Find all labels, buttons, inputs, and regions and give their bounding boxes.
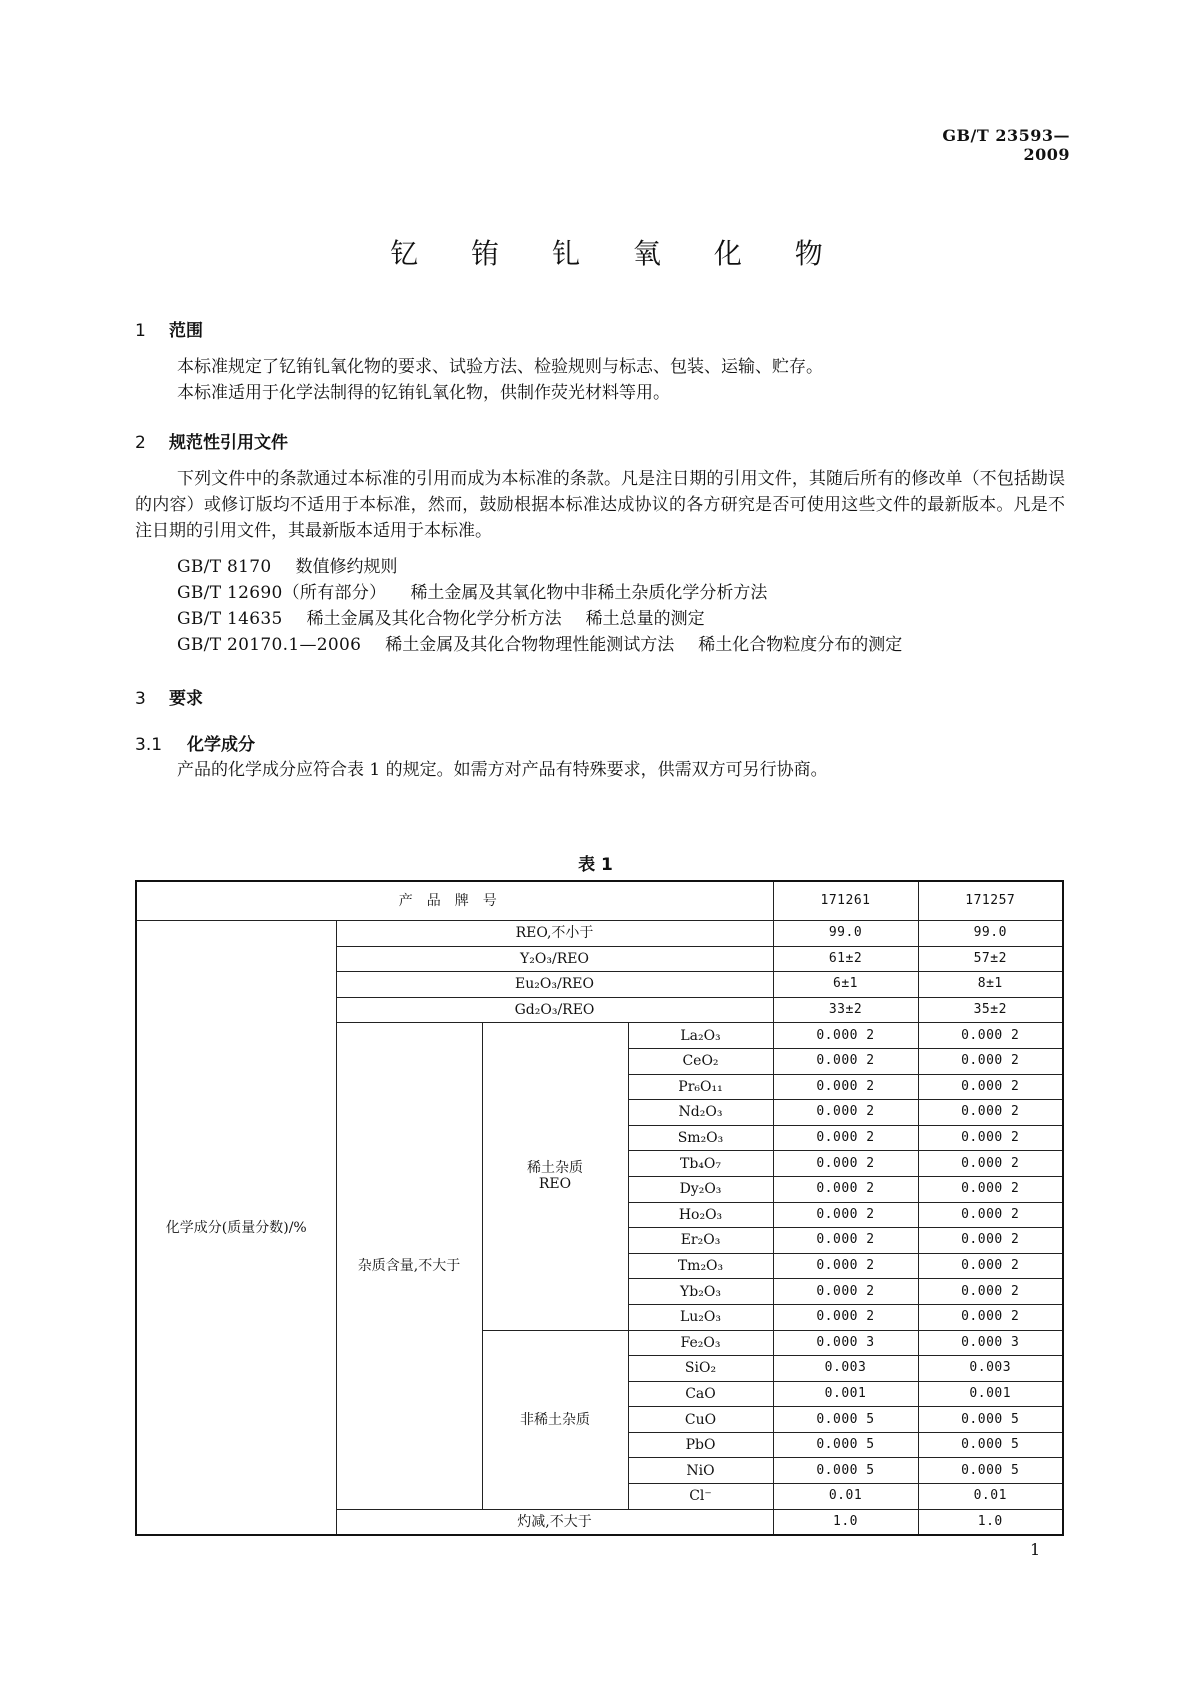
cell-value: 0.000 2 [918, 1253, 1063, 1279]
reference-code: GB/T 14635 [177, 609, 283, 629]
cell-value: 57±2 [918, 946, 1063, 972]
impurity-name: NiO [628, 1458, 773, 1484]
reference-code: GB/T 12690（所有部分） [177, 583, 387, 603]
impurity-name: Ho₂O₃ [628, 1202, 773, 1228]
reference-code: GB/T 8170 [177, 557, 272, 577]
reference-subtitle: 稀土化合物粒度分布的测定 [698, 635, 903, 655]
cell-value: 0.003 [773, 1356, 918, 1382]
reference-item [177, 632, 902, 658]
impurity-name: Yb₂O₃ [628, 1279, 773, 1305]
cell-value: 0.01 [773, 1484, 918, 1510]
cell-value: 0.000 2 [918, 1125, 1063, 1151]
impurity-name: CeO₂ [628, 1048, 773, 1074]
table-row [136, 921, 1063, 947]
cell-value: 99.0 [773, 921, 918, 947]
cell-value: 0.000 5 [773, 1458, 918, 1484]
cell-value: 99.0 [918, 921, 1063, 947]
cell-value: 0.000 2 [918, 1023, 1063, 1049]
reference-item [177, 554, 398, 580]
cell-value: 0.000 2 [773, 1100, 918, 1126]
cell-value: 0.001 [773, 1381, 918, 1407]
cell-value: 0.000 5 [918, 1407, 1063, 1433]
section-2-para: 下列文件中的条款通过本标准的引用而成为本标准的条款。凡是注日期的引用文件，其随后所有的修改单（不包括勘误的内容）或修订版均不适用于本标准，然而，鼓励根据本标准达成协议的各方研究是否可使用这些文件的最新版本。凡是不注日期的引用文件，其最新版本适用于本标准。 [135, 469, 1065, 541]
section-3-1-para: 产品的化学成分应符合表 1 的规定。如需方对产品有特殊要求，供需双方可另行协商。 [177, 760, 828, 780]
group-label: 化学成分(质量分数)/% [136, 921, 336, 1536]
cell-value: 0.000 2 [918, 1202, 1063, 1228]
section-title: 要求 [169, 689, 203, 709]
cell-value: 61±2 [773, 946, 918, 972]
cell-value: 0.000 2 [918, 1048, 1063, 1074]
impurity-name: SiO₂ [628, 1356, 773, 1382]
impurity-name: Pr₆O₁₁ [628, 1074, 773, 1100]
cell-value: 0.000 2 [773, 1151, 918, 1177]
cell-value: 0.000 2 [773, 1023, 918, 1049]
row-label: REO,不小于 [336, 921, 773, 947]
reference-title: 稀土金属及其化合物化学分析方法 [306, 609, 562, 629]
cell-value: 0.000 3 [918, 1330, 1063, 1356]
cell-value: 0.01 [918, 1484, 1063, 1510]
document-title: 钇 铕 钆 氧 化 物 [390, 237, 845, 270]
standard-number: GB/T 23593—2009 [942, 126, 1070, 164]
re-impurity-label-line-2: REO [538, 1176, 572, 1193]
cell-value: 0.001 [918, 1381, 1063, 1407]
impurity-name: Lu₂O₃ [628, 1304, 773, 1330]
section-title: 范围 [169, 321, 203, 341]
reference-item [177, 580, 767, 606]
impurity-name: Dy₂O₃ [628, 1176, 773, 1202]
impurity-name: Fe₂O₃ [628, 1330, 773, 1356]
section-number: 3.1 [135, 735, 163, 755]
header-label: 产品牌号 [136, 881, 773, 921]
cell-value: 0.000 5 [773, 1432, 918, 1458]
re-impurity-label [482, 1023, 628, 1330]
cell-value: 0.000 2 [918, 1100, 1063, 1126]
impurity-name: Tm₂O₃ [628, 1253, 773, 1279]
impurity-name: Tb₄O₇ [628, 1151, 773, 1177]
impurity-label: 杂质含量,不大于 [336, 1023, 482, 1509]
section-1-heading [135, 316, 203, 341]
impurity-name: PbO [628, 1432, 773, 1458]
non-re-impurity-label: 非稀土杂质 [482, 1330, 628, 1509]
impurity-name: Cl⁻ [628, 1484, 773, 1510]
cell-value: 1.0 [773, 1509, 918, 1535]
cell-value: 0.000 2 [773, 1253, 918, 1279]
reference-subtitle: 稀土总量的测定 [585, 609, 705, 629]
cell-value: 0.000 2 [918, 1279, 1063, 1305]
cell-value: 0.000 2 [918, 1151, 1063, 1177]
cell-value: 0.000 2 [773, 1304, 918, 1330]
section-1-para-2: 本标准适用于化学法制得的钇铕钆氧化物，供制作荧光材料等用。 [177, 383, 670, 403]
cell-value: 0.000 2 [773, 1202, 918, 1228]
section-2-heading [135, 428, 288, 453]
table-header-row [136, 881, 1063, 921]
grade-header: 171261 [773, 881, 918, 921]
cell-value: 0.000 2 [773, 1279, 918, 1305]
reference-item [177, 606, 705, 632]
section-title: 规范性引用文件 [169, 433, 288, 453]
cell-value: 0.000 2 [918, 1228, 1063, 1254]
section-3-1-heading [135, 730, 255, 755]
cell-value: 0.000 2 [918, 1074, 1063, 1100]
reference-code: GB/T 20170.1—2006 [177, 635, 362, 655]
cell-value: 33±2 [773, 997, 918, 1023]
reference-title: 稀土金属及其化合物物理性能测试方法 [385, 635, 675, 655]
cell-value: 0.000 2 [918, 1304, 1063, 1330]
cell-value: 6±1 [773, 972, 918, 998]
section-number: 2 [135, 433, 146, 453]
cell-value: 0.000 5 [918, 1432, 1063, 1458]
chemical-composition-table [135, 880, 1064, 1536]
cell-value: 0.000 2 [773, 1125, 918, 1151]
impurity-name: Er₂O₃ [628, 1228, 773, 1254]
re-impurity-label-line-1: 稀土杂质 [527, 1160, 583, 1177]
section-title: 化学成分 [187, 735, 255, 755]
section-number: 3 [135, 689, 146, 709]
cell-value: 0.000 2 [773, 1048, 918, 1074]
impurity-name: CuO [628, 1407, 773, 1433]
cell-value: 0.000 2 [773, 1074, 918, 1100]
cell-value: 0.000 2 [773, 1228, 918, 1254]
reference-title: 稀土金属及其氧化物中非稀土杂质化学分析方法 [410, 583, 768, 603]
cell-value: 8±1 [918, 972, 1063, 998]
table-caption: 表 1 [578, 855, 613, 875]
cell-value: 0.000 5 [773, 1407, 918, 1433]
impurity-name: CaO [628, 1381, 773, 1407]
row-label: Eu₂O₃/REO [336, 972, 773, 998]
reference-title: 数值修约规则 [295, 557, 398, 577]
grade-header: 171257 [918, 881, 1063, 921]
page-number: 1 [1030, 1540, 1041, 1559]
cell-value: 0.003 [918, 1356, 1063, 1382]
impurity-name: La₂O₃ [628, 1023, 773, 1049]
section-1-para-1: 本标准规定了钇铕钆氧化物的要求、试验方法、检验规则与标志、包装、运输、贮存。 [177, 357, 823, 377]
cell-value: 0.000 5 [918, 1458, 1063, 1484]
row-label: Y₂O₃/REO [336, 946, 773, 972]
row-label: 灼减,不大于 [336, 1509, 773, 1535]
impurity-name: Nd₂O₃ [628, 1100, 773, 1126]
cell-value: 0.000 2 [918, 1176, 1063, 1202]
cell-value: 0.000 2 [773, 1176, 918, 1202]
cell-value: 0.000 3 [773, 1330, 918, 1356]
cell-value: 1.0 [918, 1509, 1063, 1535]
section-3-heading [135, 684, 203, 709]
cell-value: 35±2 [918, 997, 1063, 1023]
row-label: Gd₂O₃/REO [336, 997, 773, 1023]
impurity-name: Sm₂O₃ [628, 1125, 773, 1151]
section-number: 1 [135, 321, 146, 341]
